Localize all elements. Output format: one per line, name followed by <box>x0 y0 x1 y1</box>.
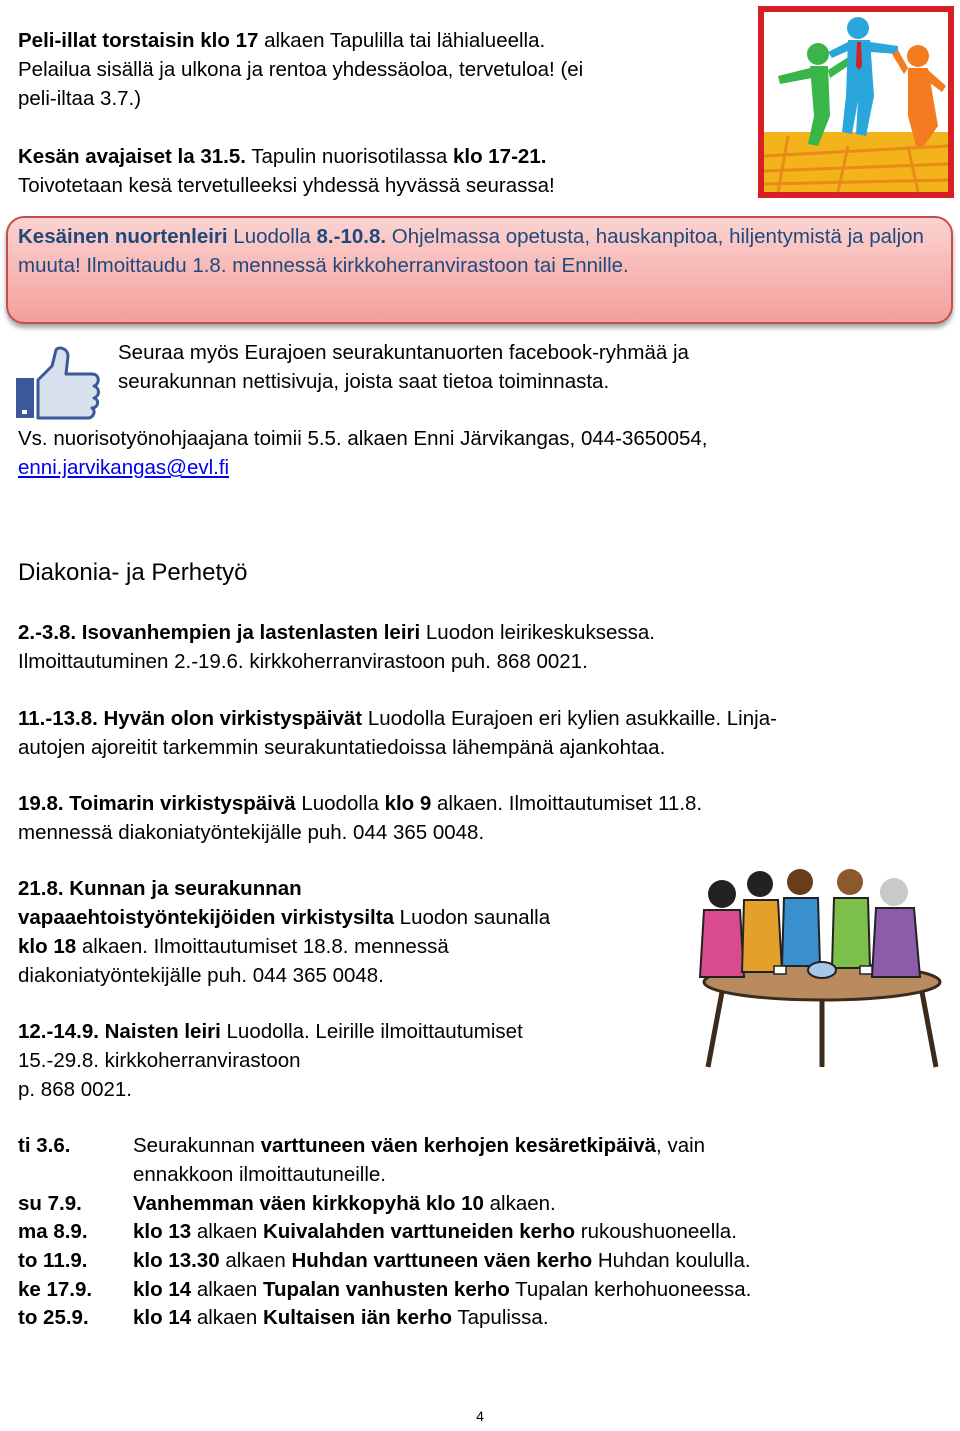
intro-line-2: Pelailua sisällä ja ulkona ja rentoa yhdessäoloa, tervetuloa! (ei <box>18 58 584 81</box>
page-number: 4 <box>476 1408 484 1424</box>
intro-line-3: peli-iltaa 3.7.) <box>18 87 142 110</box>
dancing-people-image <box>758 6 954 198</box>
event-grandparents: 2.-3.8. Isovanhempien ja lastenlasten leiri Luodon leirikeskuksessa. Ilmoittautuminen 2.-19.6. kirkkoherranvirastoon puh. 868 0021. <box>18 621 655 673</box>
intro-block <box>18 26 718 113</box>
thumbs-up-icon <box>12 344 102 422</box>
section-heading: Diakonia- ja Perhetyö <box>18 559 248 586</box>
event-womens-camp: 12.-14.9. Naisten leiri Luodolla. Leirille ilmoittautumiset 15.-29.8. kirkkoherranvirastoon p. 868 0021. <box>18 1020 523 1101</box>
opening-line-1: Kesän avajaiset la 31.5. Tapulin nuorisotilassa klo 17-21. <box>18 145 547 168</box>
facebook-text: Seuraa myös Eurajoen seurakuntanuorten facebook-ryhmää ja seurakunnan nettisivuja, joista saat tietoa toiminnasta. <box>118 341 689 393</box>
event-toimari: 19.8. Toimarin virkistyspäivä Luodolla klo 9 alkaen. Ilmoittautumiset 11.8. mennessä diakoniatyöntekijälle puh. 044 365 0048. <box>18 792 703 844</box>
youth-camp-text: Kesäinen nuortenleiri Luodolla 8.-10.8. Ohjelmassa opetusta, hauskanpitoa, hiljentymistä ja paljon muuta! Ilmoittaudu 1.8. mennessä kirkkoherranvirastoon tai Ennille. <box>18 225 924 277</box>
tea-table-image <box>682 862 952 1072</box>
contact-line: Vs. nuorisotyönohjaajana toimii 5.5. alkaen Enni Järvikangas, 044-3650054, <box>18 427 708 450</box>
event-wellbeing-days: 11.-13.8. Hyvän olon virkistyspäivät Luodolla Eurajoen eri kylien asukkaille. Linja- autojen ajoreitit tarkemmin seurakuntatiedoissa lähempänä ajankohtaa. <box>18 707 777 759</box>
summer-opening-block <box>18 142 718 200</box>
contact-block <box>18 424 938 482</box>
intro-line-1: Peli-illat torstaisin klo 17 alkaen Tapulilla tai lähialueella. <box>18 29 546 52</box>
email-link[interactable]: enni.jarvikangas@evl.fi <box>18 456 230 479</box>
opening-line-2: Toivotetaan kesä tervetulleeksi yhdessä hyvässä seurassa! <box>18 174 555 197</box>
event-volunteers: 21.8. Kunnan ja seurakunnan vapaaehtoistyöntekijöiden virkistysilta Luodon saunalla klo 18 alkaen. Ilmoittautumiset 18.8. mennessä diakoniatyöntekijälle puh. 044 365 0048. <box>18 877 551 987</box>
